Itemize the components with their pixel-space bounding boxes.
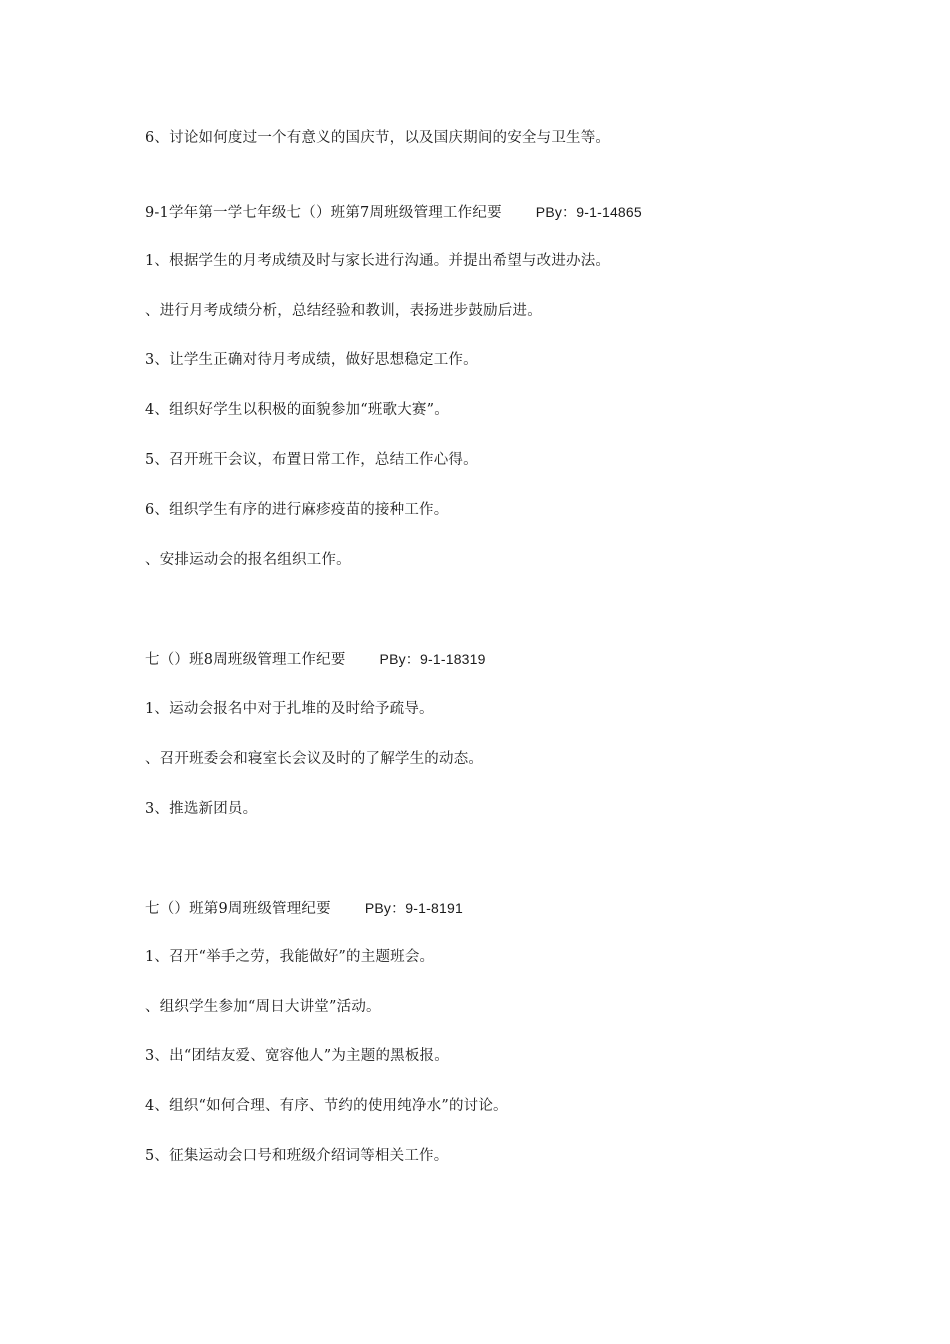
list-item: 5、征集运动会口号和班级介绍词等相关工作。 <box>145 1148 449 1164</box>
list-item: 3、让学生正确对待月考成绩，做好思想稳定工作。 <box>145 352 478 368</box>
section-9-title: 七（）班第9周班级管理纪要 <box>145 901 331 917</box>
list-item: 、组织学生参加“周日大讲堂”活动。 <box>145 999 381 1015</box>
list-item: 3、出“团结友爱、宽容他人”为主题的黑板报。 <box>145 1048 449 1064</box>
list-item: 5、召开班干会议，布置日常工作，总结工作心得。 <box>145 452 478 468</box>
section-9-heading <box>145 898 463 919</box>
list-item: 1、运动会报名中对于扎堆的及时给予疏导。 <box>145 701 434 717</box>
list-item: 1、召开“举手之劳，我能做好”的主题班会。 <box>145 949 435 965</box>
list-item: 1、根据学生的月考成绩及时与家长进行沟通。并提出希望与改进办法。 <box>145 253 611 269</box>
list-item: 4、组织好学生以积极的面貌参加“班歌大赛”。 <box>145 402 449 418</box>
section-7-pby: PBy：9-1-14865 <box>535 204 642 220</box>
list-item: 4、组织“如何合理、有序、节约的使用纯净水”的讨论。 <box>145 1098 508 1114</box>
list-item: 、安排运动会的报名组织工作。 <box>145 552 351 568</box>
list-item: 3、推选新团员。 <box>145 801 258 817</box>
section-8-heading <box>145 649 486 670</box>
section-7-title: 9-1学年第一学七年级七（）班第7周班级管理工作纪要 <box>145 205 502 221</box>
section-9-pby: PBy：9-1-8191 <box>364 900 463 916</box>
intro-item-6: 6、讨论如何度过一个有意义的国庆节，以及国庆期间的安全与卫生等。 <box>145 130 611 146</box>
list-item: 、召开班委会和寝室长会议及时的了解学生的动态。 <box>145 751 484 767</box>
list-item: 6、组织学生有序的进行麻疹疫苗的接种工作。 <box>145 502 449 518</box>
list-item: 、进行月考成绩分析，总结经验和教训，表扬进步鼓励后进。 <box>145 303 542 319</box>
section-8-pby: PBy：9-1-18319 <box>379 651 486 667</box>
section-7-heading <box>145 202 642 223</box>
section-8-title: 七（）班8周班级管理工作纪要 <box>145 652 346 668</box>
